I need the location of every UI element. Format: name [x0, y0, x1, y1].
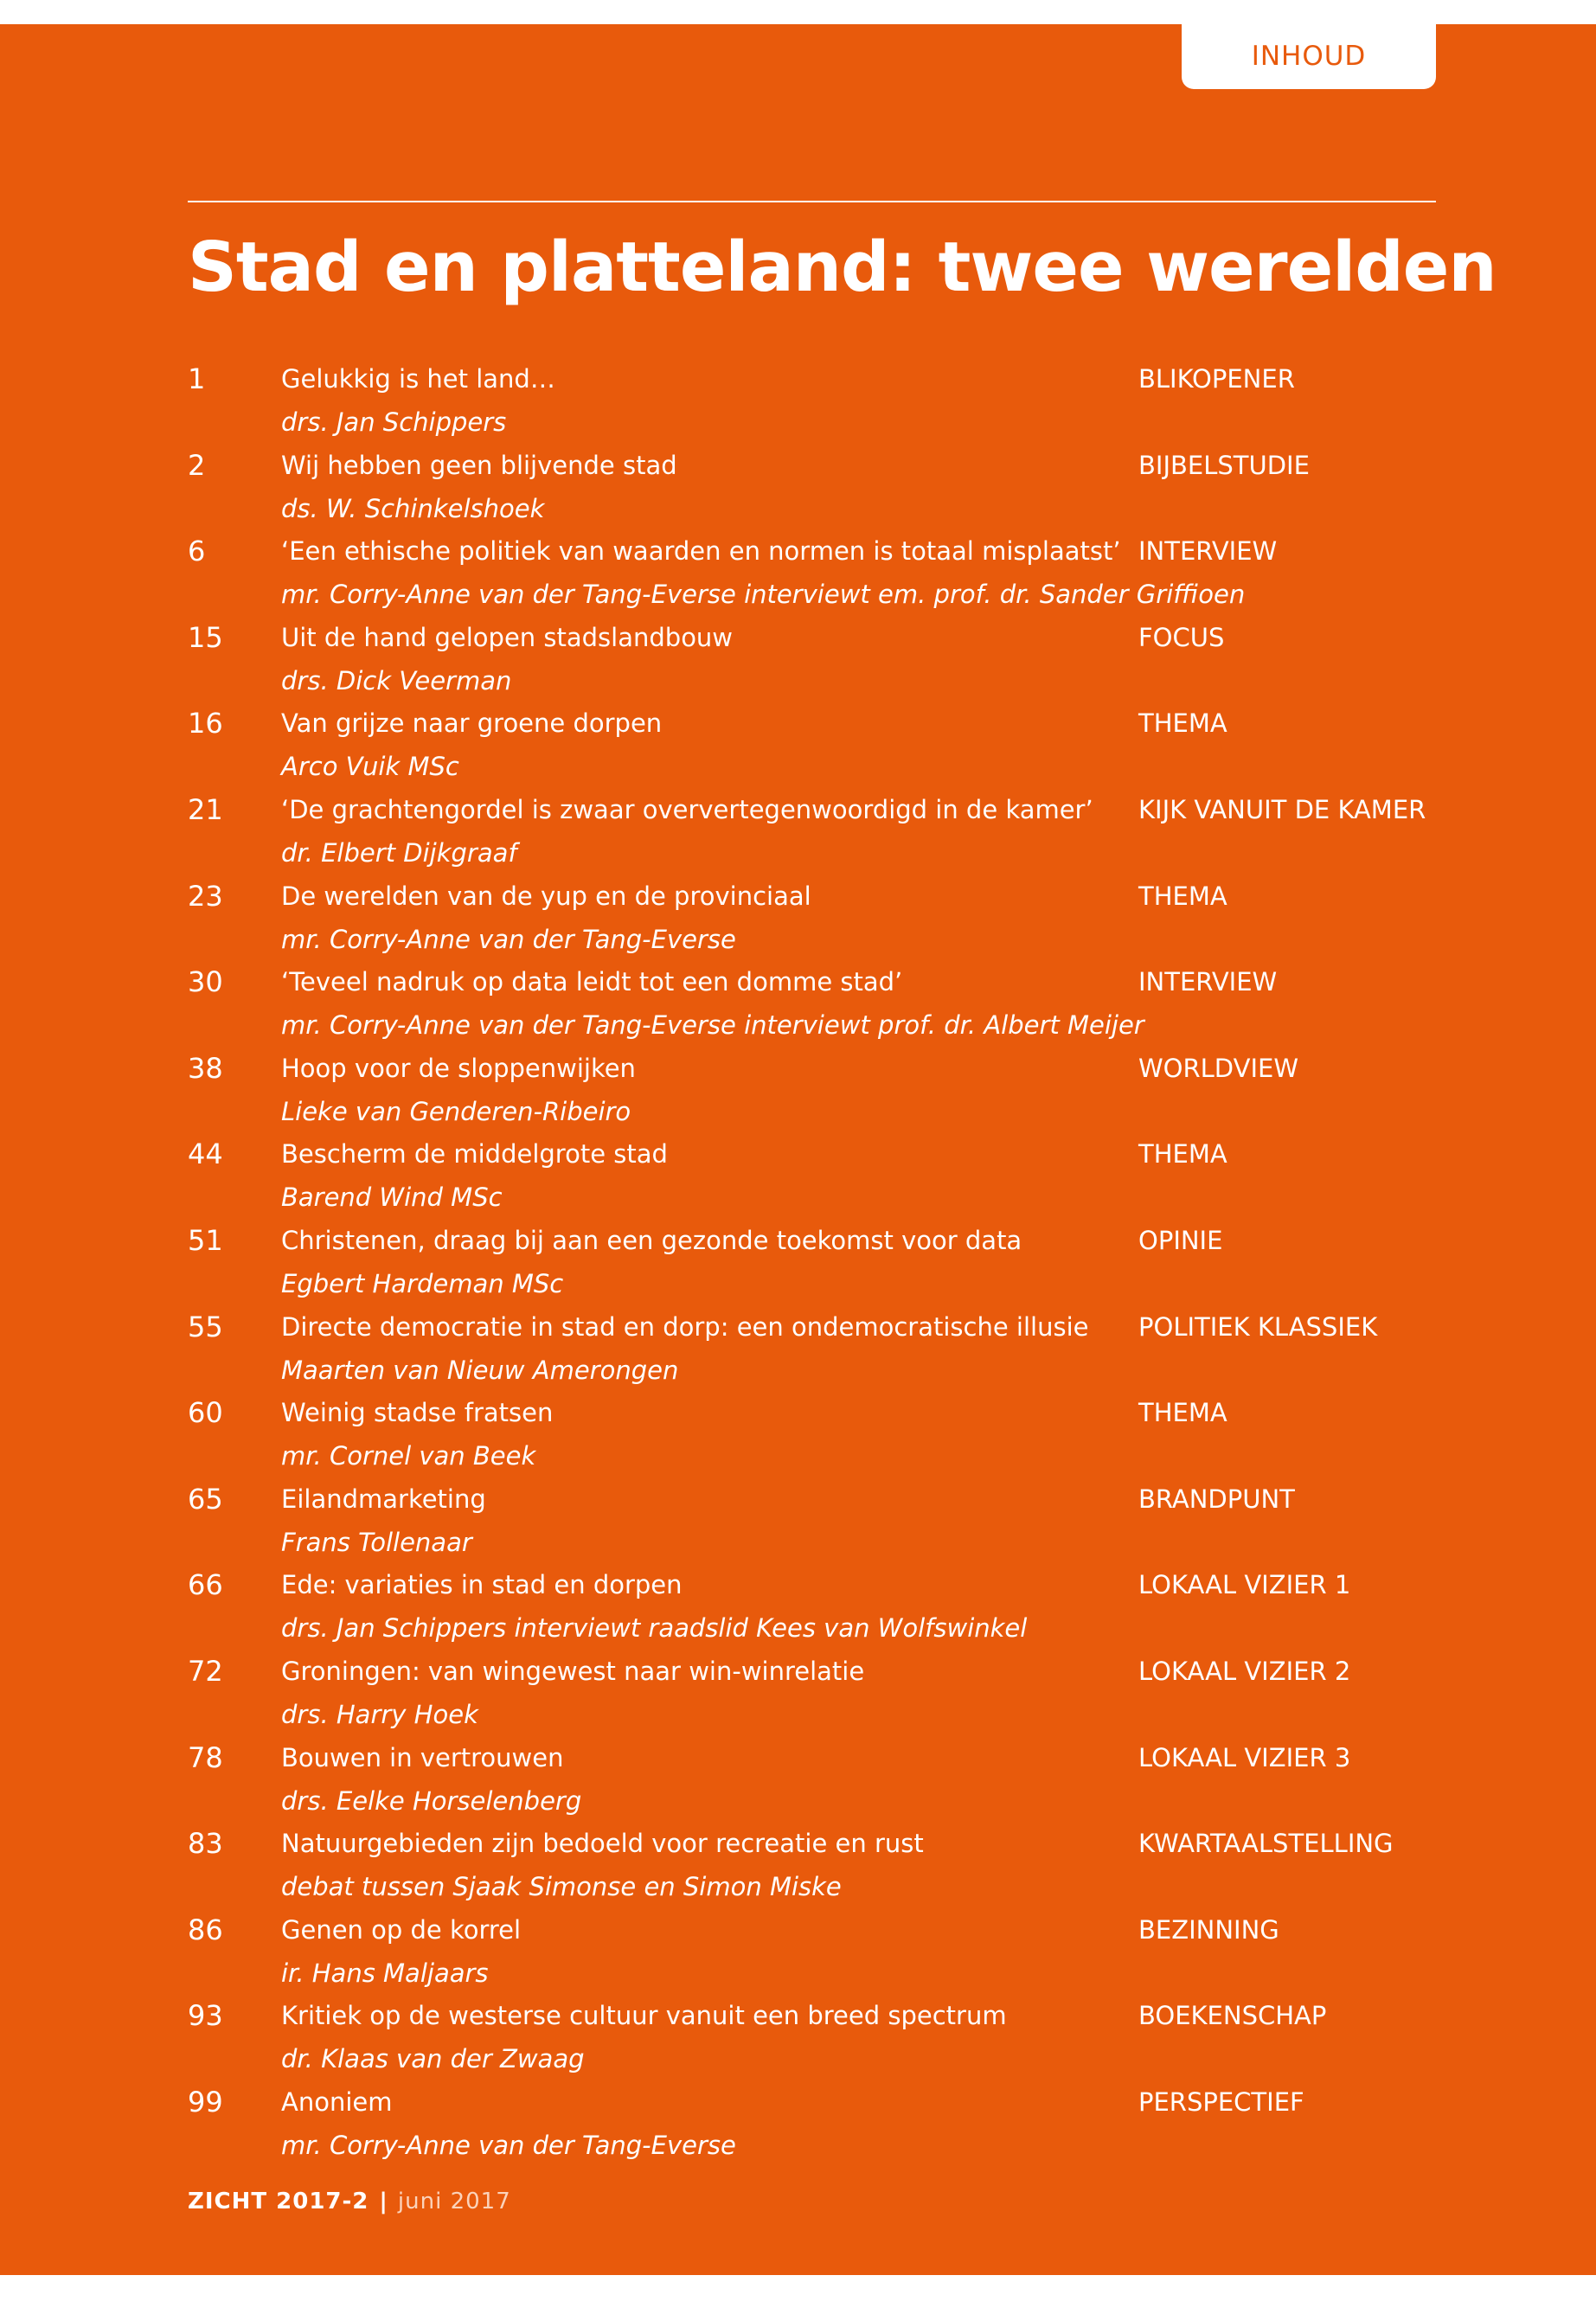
toc-author: mr. Corry-Anne van der Tang-Everse interviewt prof. dr. Albert Meijer [281, 1010, 1144, 1041]
toc-author: drs. Harry Hoek [281, 1699, 478, 1729]
toc-title: Christenen, draag bij aan een gezonde toekomst voor data [281, 1225, 1022, 1255]
toc-entry[interactable] [188, 875, 1436, 961]
toc-section: POLITIEK KLASSIEK [1138, 1311, 1378, 1342]
toc-title: Wij hebben geen blijvende stad [281, 450, 677, 480]
toc-title: Eilandmarketing [281, 1484, 486, 1514]
toc-title: ‘De grachtengordel is zwaar oververtegenwoordigd in de kamer’ [281, 794, 1093, 824]
toc-entry[interactable] [188, 702, 1436, 788]
toc-page-number: 65 [188, 1482, 223, 1516]
toc-page-number: 16 [188, 707, 223, 740]
toc-page-number: 99 [188, 2085, 223, 2118]
toc-entry[interactable] [188, 1563, 1436, 1650]
toc-title: Kritiek op de westerse cultuur vanuit een breed spectrum [281, 2001, 1007, 2031]
toc-author: Egbert Hardeman MSc [281, 1268, 564, 1298]
toc-entry[interactable] [188, 2080, 1436, 2167]
toc-page-number: 2 [188, 448, 206, 482]
table-of-contents [188, 357, 1436, 2166]
toc-author: Lieke van Genderen-Ribeiro [281, 1096, 631, 1126]
toc-entry[interactable] [188, 1822, 1436, 1908]
toc-page-number: 72 [188, 1654, 223, 1688]
magazine-issue: ZICHT 2017-2 [188, 2189, 369, 2214]
page-footer [188, 2187, 511, 2216]
toc-section: LOKAAL VIZIER 1 [1138, 1570, 1351, 1600]
toc-page-number: 38 [188, 1051, 223, 1085]
toc-author: Frans Tollenaar [281, 1527, 472, 1557]
toc-title: Ede: variaties in stad en dorpen [281, 1570, 683, 1600]
toc-title: ‘Teveel nadruk op data leidt tot een domme stad’ [281, 967, 903, 997]
toc-section: LOKAAL VIZIER 3 [1138, 1742, 1351, 1772]
toc-entry[interactable] [188, 616, 1436, 702]
toc-title: Anoniem [281, 2086, 393, 2117]
toc-section: THEMA [1138, 1139, 1227, 1170]
toc-page-number: 15 [188, 620, 223, 654]
toc-entry[interactable] [188, 529, 1436, 616]
toc-title: Weinig stadse fratsen [281, 1398, 554, 1428]
toc-author: drs. Dick Veerman [281, 665, 512, 695]
toc-page-number: 60 [188, 1396, 223, 1430]
toc-author: ds. W. Schinkelshoek [281, 493, 545, 523]
toc-page-number: 23 [188, 879, 223, 913]
issue-date: juni 2017 [397, 2189, 511, 2214]
toc-title: Groningen: van wingewest naar win-winrelatie [281, 1656, 865, 1686]
toc-author: mr. Corry-Anne van der Tang-Everse [281, 924, 736, 954]
toc-section: OPINIE [1138, 1225, 1223, 1255]
toc-author: Maarten van Nieuw Amerongen [281, 1355, 679, 1385]
toc-entry[interactable] [188, 1219, 1436, 1305]
toc-page-number: 83 [188, 1827, 223, 1861]
toc-title: Bescherm de middelgrote stad [281, 1139, 668, 1170]
toc-title: Hoop voor de sloppenwijken [281, 1053, 636, 1083]
toc-entry[interactable] [188, 960, 1436, 1047]
toc-page-number: 6 [188, 535, 206, 568]
toc-title: Genen op de korrel [281, 1914, 522, 1945]
toc-title: ‘Een ethische politiek van waarden en normen is totaal misplaatst’ [281, 536, 1121, 567]
toc-entry[interactable] [188, 1994, 1436, 2080]
toc-page-number: 51 [188, 1223, 223, 1257]
toc-author: drs. Jan Schippers interviewt raadslid Kees van Wolfswinkel [281, 1613, 1028, 1644]
toc-author: mr. Corry-Anne van der Tang-Everse interviewt em. prof. dr. Sander Griffioen [281, 580, 1246, 610]
toc-entry[interactable] [188, 444, 1436, 530]
toc-title: De werelden van de yup en de provinciaal [281, 881, 811, 911]
toc-page-number: 66 [188, 1568, 223, 1602]
toc-title: Van grijze naar groene dorpen [281, 708, 663, 739]
toc-entry[interactable] [188, 1391, 1436, 1477]
toc-section: BOEKENSCHAP [1138, 2001, 1327, 2031]
toc-section: KIJK VANUIT DE KAMER [1138, 794, 1426, 824]
toc-author: drs. Jan Schippers [281, 407, 507, 437]
toc-section: BIJBELSTUDIE [1138, 450, 1310, 480]
toc-section: PERSPECTIEF [1138, 2086, 1304, 2117]
toc-page-number: 30 [188, 965, 223, 999]
toc-author: debat tussen Sjaak Simonse en Simon Miske [281, 1872, 842, 1902]
toc-title: Natuurgebieden zijn bedoeld voor recreatie en rust [281, 1829, 924, 1859]
toc-section: INTERVIEW [1138, 536, 1278, 567]
toc-section: BLIKOPENER [1138, 364, 1295, 394]
orange-page [0, 24, 1596, 2275]
toc-author: mr. Corry-Anne van der Tang-Everse [281, 2130, 736, 2160]
toc-author: dr. Klaas van der Zwaag [281, 2044, 585, 2074]
toc-page-number: 1 [188, 362, 206, 395]
toc-section: THEMA [1138, 708, 1227, 739]
toc-title: Uit de hand gelopen stadslandbouw [281, 622, 734, 652]
toc-title: Directe democratie in stad en dorp: een ondemocratische illusie [281, 1311, 1089, 1342]
toc-author: drs. Eelke Horselenberg [281, 1785, 582, 1816]
page-title: Stad en platteland: twee werelden [188, 228, 1497, 307]
toc-section: BEZINNING [1138, 1914, 1279, 1945]
toc-author: mr. Cornel van Beek [281, 1441, 536, 1471]
toc-page-number: 78 [188, 1740, 223, 1774]
toc-section: KWARTAALSTELLING [1138, 1829, 1394, 1859]
toc-section: WORLDVIEW [1138, 1053, 1299, 1083]
toc-author: Barend Wind MSc [281, 1183, 503, 1213]
toc-page-number: 44 [188, 1138, 223, 1171]
toc-title: Gelukkig is het land… [281, 364, 555, 394]
toc-entry[interactable] [188, 1908, 1436, 1995]
toc-entry[interactable] [188, 1132, 1436, 1219]
toc-page-number: 55 [188, 1310, 223, 1343]
toc-page-number: 21 [188, 792, 223, 826]
footer-separator: | [379, 2189, 388, 2214]
toc-entry[interactable] [188, 1047, 1436, 1133]
toc-section: FOCUS [1138, 622, 1225, 652]
toc-section: INTERVIEW [1138, 967, 1278, 997]
toc-entry[interactable] [188, 1477, 1436, 1564]
toc-title: Bouwen in vertrouwen [281, 1742, 564, 1772]
toc-author: ir. Hans Maljaars [281, 1958, 489, 1988]
toc-section: BRANDPUNT [1138, 1484, 1295, 1514]
toc-section: THEMA [1138, 881, 1227, 911]
title-rule [188, 201, 1436, 202]
toc-page-number: 86 [188, 1913, 223, 1946]
toc-author: dr. Elbert Dijkgraaf [281, 837, 517, 868]
toc-author: Arco Vuik MSc [281, 752, 459, 782]
toc-entry[interactable] [188, 1650, 1436, 1736]
toc-section: THEMA [1138, 1398, 1227, 1428]
toc-entry[interactable] [188, 1305, 1436, 1392]
toc-section: LOKAAL VIZIER 2 [1138, 1656, 1351, 1686]
toc-page-number: 93 [188, 1999, 223, 2033]
toc-entry[interactable] [188, 788, 1436, 875]
toc-entry[interactable] [188, 357, 1436, 444]
section-tab: INHOUD [1182, 24, 1436, 89]
toc-entry[interactable] [188, 1736, 1436, 1823]
